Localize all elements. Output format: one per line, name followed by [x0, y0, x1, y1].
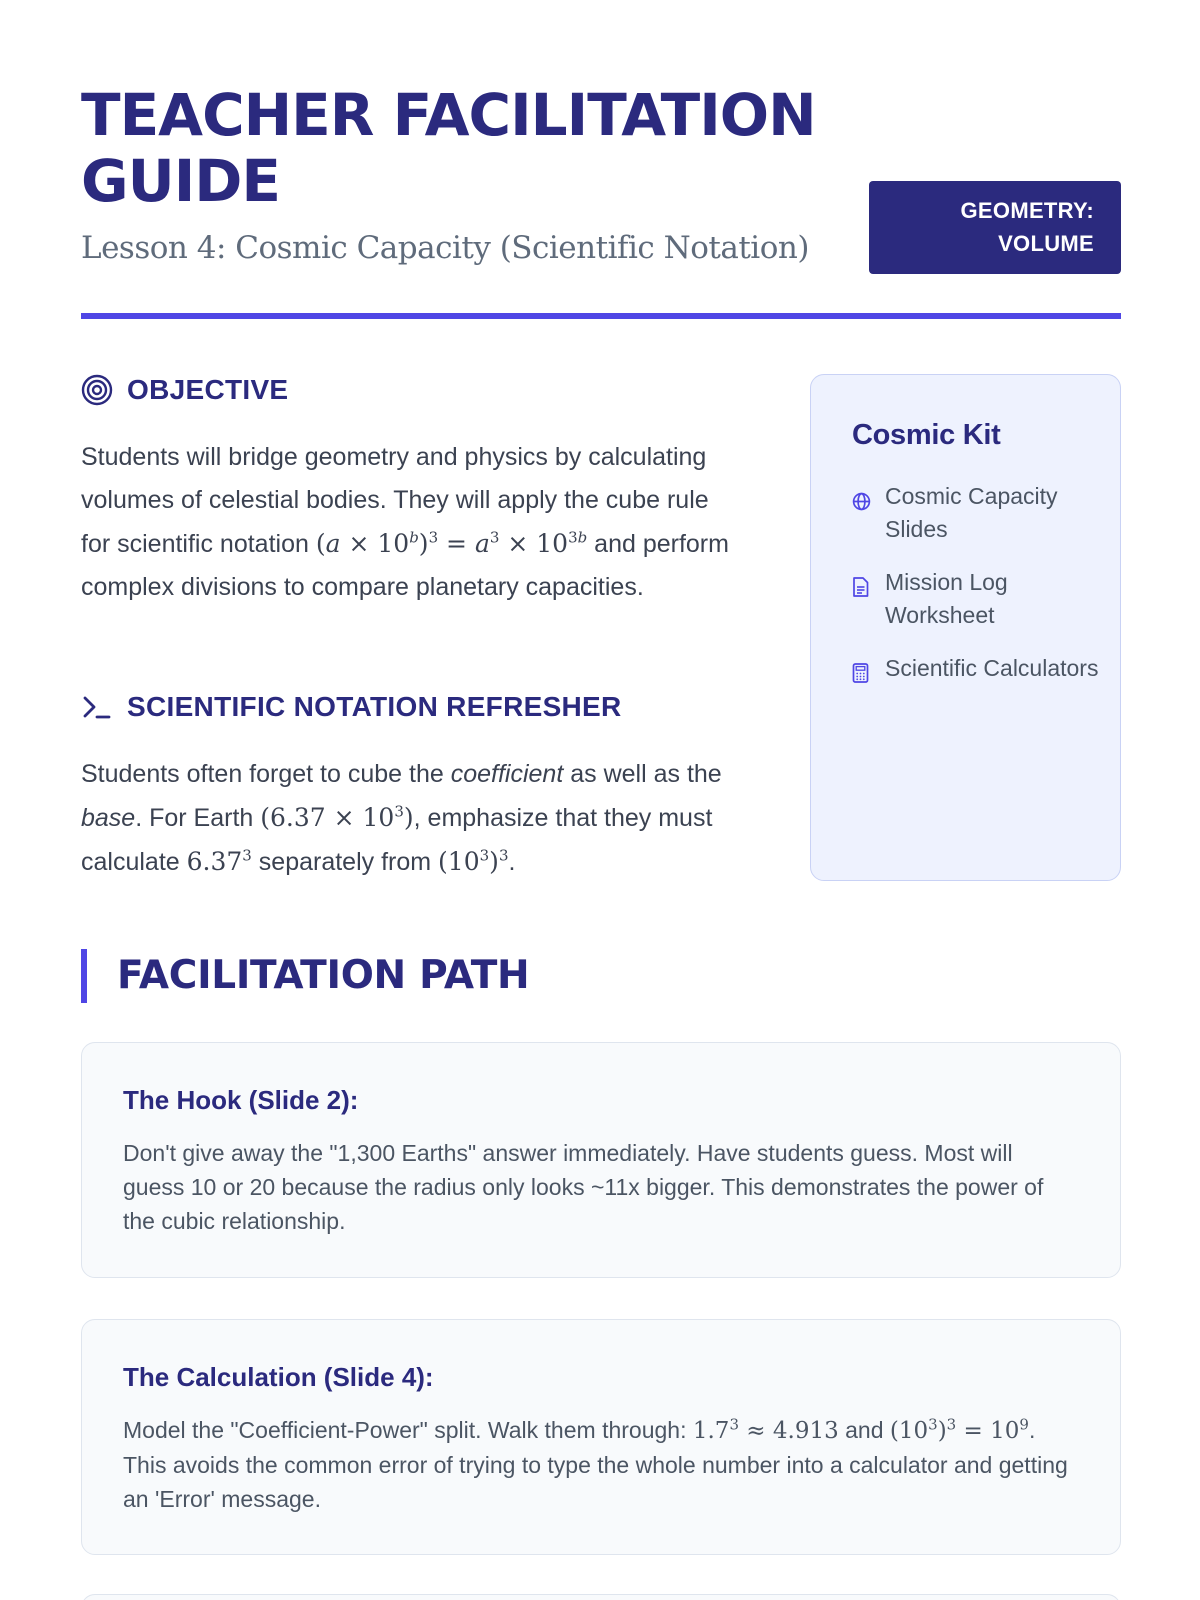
step-text: Don't give away the "1,300 Earths" answer immediately. Have students guess. Most will guess 10 or 20 because the radius only looks ~11x bigger. This demonstrates the power of the cubic relationship.	[123, 1140, 1044, 1234]
calculator-icon	[852, 652, 885, 692]
subject-tag: GEOMETRY: VOLUME	[869, 181, 1121, 274]
refresher-text-part: Students often forget to cube the	[81, 760, 444, 788]
page-header	[81, 82, 1121, 322]
objective-heading	[81, 374, 288, 406]
kit-item-label: Mission Log Worksheet	[885, 569, 1008, 628]
cube-rule-formula: $(a \times 10^b)^3 = a^3 \times 10^{3b}$	[315, 528, 588, 558]
step-text-part: . This avoids the common error of trying to type the whole number into a calculator and getting an 'Error' message.	[123, 1417, 1068, 1512]
coefficient-cubed-formula: 6.37$^3$	[186, 846, 252, 876]
step-title: The Hook (Slide 2):	[123, 1085, 359, 1115]
step-card-next	[81, 1594, 1121, 1600]
kit-item-label: Scientific Calculators	[885, 655, 1099, 681]
step-text	[123, 1413, 1080, 1516]
refresher-text-part: . For Earth	[135, 804, 254, 832]
header-divider	[81, 313, 1121, 319]
emphasis-coefficient: coefficient	[450, 760, 564, 788]
kit-item-worksheet	[852, 566, 1100, 632]
refresher-text-part: as well as the	[570, 760, 722, 788]
coefficient-cube-formula: $1.7^3 \approx 4.913$	[692, 1415, 839, 1444]
terminal-icon	[81, 694, 127, 720]
kit-item-label: Cosmic Capacity Slides	[885, 483, 1058, 542]
refresher-heading	[81, 691, 622, 723]
objective-text-part: and perform complex divisions to compare planetary capacities.	[81, 530, 729, 601]
lesson-subtitle: Lesson 4: Cosmic Capacity (Scientific Notation)	[81, 230, 809, 266]
cosmic-kit-panel	[810, 374, 1121, 881]
step-text-part: and	[845, 1417, 884, 1443]
objective-text-part: Students will bridge geometry and physics by calculating volumes of celestial bodies. They will apply the cube rule for scientific notation	[81, 443, 709, 558]
kit-title: Cosmic Kit	[852, 419, 1001, 451]
refresher-text-part: , emphasize that they must calculate	[81, 804, 713, 876]
globe-icon	[852, 480, 885, 520]
objective-text	[81, 436, 741, 609]
refresher-text-part: .	[508, 848, 516, 876]
emphasis-base: base	[81, 804, 136, 832]
kit-item-slides	[852, 480, 1100, 546]
step-card-calculation	[81, 1319, 1121, 1555]
power-cube-formula: $(10^3)^3 = 10^9$	[889, 1415, 1029, 1444]
power-cubed-formula: $(10^3)^3$	[438, 846, 509, 876]
objective-heading-label: OBJECTIVE	[127, 374, 289, 405]
step-text-part: Model the "Coefficient-Power" split. Walk them through:	[123, 1417, 687, 1443]
refresher-text-part: separately from	[258, 848, 432, 876]
kit-item-calculators	[852, 652, 1100, 692]
facilitation-path-heading: FACILITATION PATH	[81, 949, 529, 1003]
step-card-hook	[81, 1042, 1121, 1278]
earth-radius-formula: $(6.37 \times 10^3)$	[260, 802, 414, 832]
step-title: The Calculation (Slide 4):	[123, 1362, 434, 1392]
page-title: TEACHER FACILITATION GUIDE	[81, 81, 816, 215]
document-icon	[852, 566, 885, 606]
target-icon	[81, 374, 127, 406]
refresher-heading-label: SCIENTIFIC NOTATION REFRESHER	[127, 691, 622, 722]
refresher-text	[81, 753, 741, 884]
